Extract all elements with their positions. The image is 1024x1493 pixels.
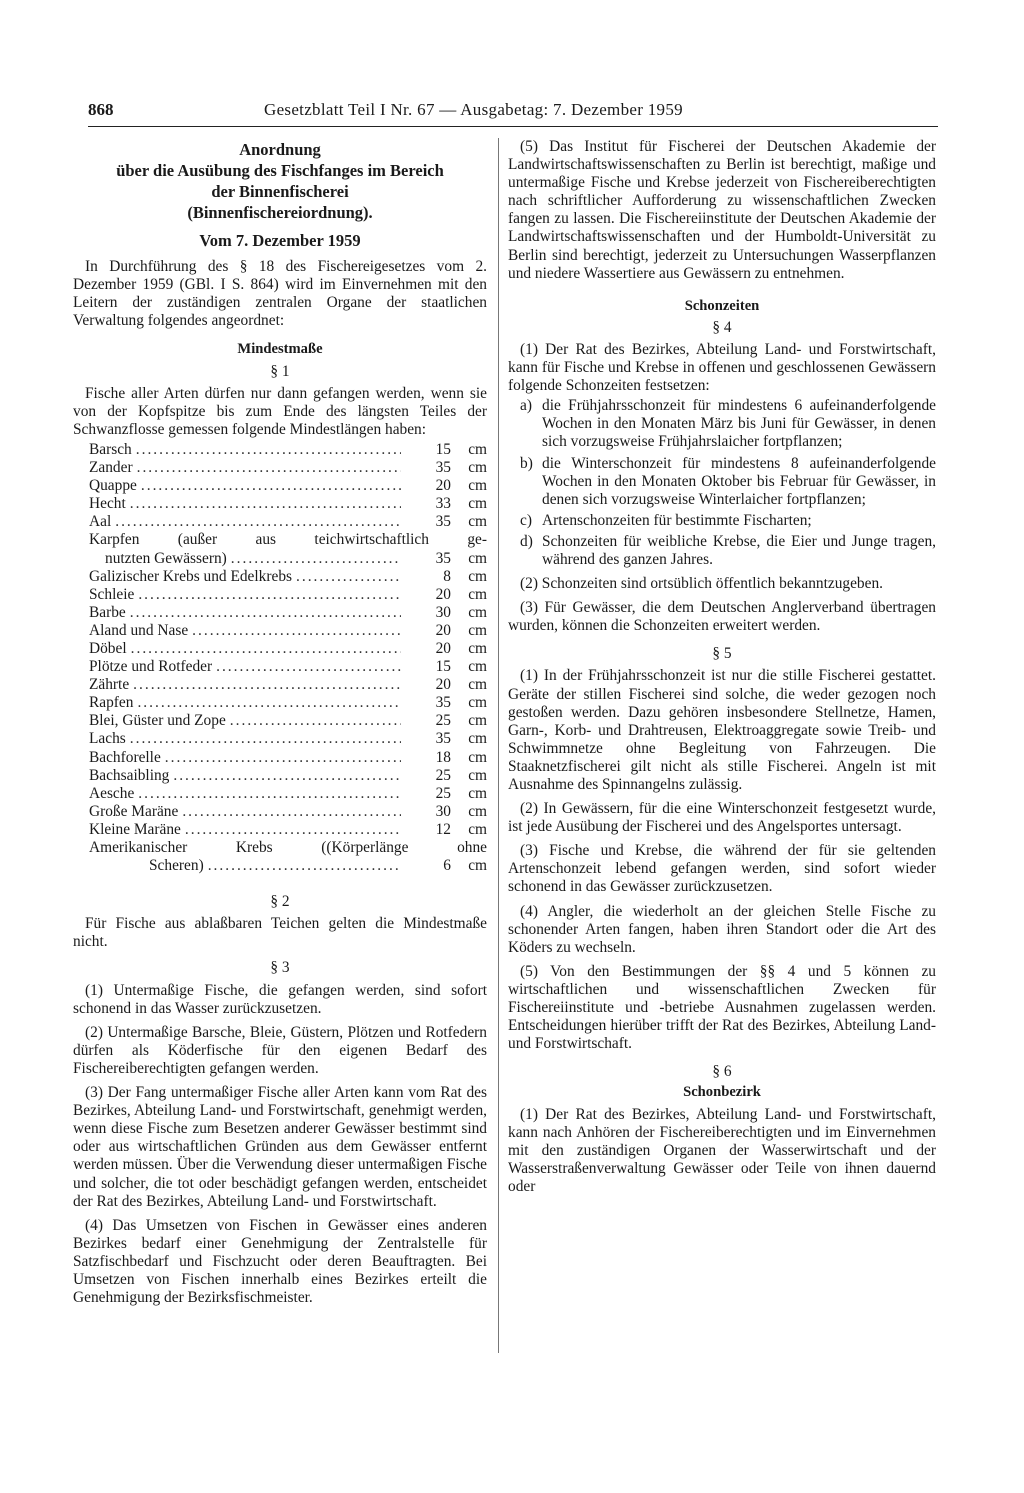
list-item: [73, 749, 487, 767]
fish-length: 8: [443, 567, 451, 585]
list-item: [73, 477, 487, 495]
heading-mindestmasse: Mindestmaße: [237, 341, 323, 358]
list-item: [73, 495, 487, 513]
fish-name-line-1: Karpfen (außer aus teichwirtschaftlich ge-: [89, 531, 487, 549]
fish-name: Rapfen: [89, 694, 134, 712]
heading-schonzeiten: Schonzeiten: [684, 297, 760, 314]
fish-length: 30: [435, 802, 451, 820]
fish-name: Aal: [89, 513, 112, 531]
list-item: [73, 604, 487, 622]
doc-title-line-1: Anordnung: [239, 140, 321, 159]
fish-length: 15: [435, 440, 451, 458]
item-label: c): [520, 511, 532, 529]
gazette-title: Gesetzblatt Teil I Nr. 67 — Ausgabetag: 7. Dezember 1959: [264, 100, 683, 119]
fish-length: 25: [435, 766, 451, 784]
fish-length: 35: [435, 549, 451, 567]
fish-name: Aesche: [89, 784, 135, 802]
fish-name-line-2: Scheren): [149, 857, 204, 875]
fish-name: Döbel: [89, 639, 127, 657]
fish-name: Plötze und Rotfeder: [89, 658, 213, 676]
item-text: die Frühjahrsschonzeit für mindestens 6 aufeinanderfolgende Wochen in den Monaten März bis Juni für Gewässer, in denen sich vorzugsweise Frühjahrslaicher fortpflanzen;: [542, 397, 936, 451]
list-item: [508, 533, 936, 569]
sec1-intro: Fische aller Arten dürfen nur dann gefangen werden, wenn sie von der Kopfspitze bis zum Ende des längsten Teiles der Schwanzflosse gemessen folgende Mindestlängen haben:: [73, 384, 487, 438]
sec4-para-3: (3) Für Gewässer, die dem Deutschen Anglerverband übertragen wurden, können die Schonzeiten erweitert werden.: [508, 599, 936, 635]
para-label-3: § 3: [270, 959, 290, 977]
fish-name: Bachforelle: [89, 748, 161, 766]
list-item: [73, 441, 487, 459]
fish-length: 25: [435, 784, 451, 802]
unit: cm: [468, 820, 487, 838]
fish-length: 15: [435, 658, 451, 676]
unit: cm: [468, 784, 487, 802]
sec5-para-2: (2) In Gewässern, für die eine Winterschonzeit festgesetzt wurde, ist jede Ausübung der Fischerei und des Angelsportes untersagt.: [508, 800, 936, 836]
fish-length: 33: [435, 495, 451, 513]
unit: cm: [468, 802, 487, 820]
list-item: [73, 730, 487, 748]
sec5-para-5: (5) Von den Bestimmungen der §§ 4 und 5 können zu wirtschaftlichen und wissenschaftlichen Zwecken für Fischereiinstitute und -betriebe Ausnahmen zugelassen werden. Entscheidungen hierüber trifft der Rat des Bezirkes, Abteilung Land- und Forstwirtschaft.: [508, 962, 936, 1053]
sec6-para-1: (1) Der Rat des Bezirkes, Abteilung Land- und Forstwirtschaft, kann nach Anhören der Fischereiberechtigten und im Einvernehmen mit den zuständigen Organen der Wasserwirtschaft und der Wasserstraßenverwaltung Gewässer oder Teile von ihnen dauernd oder: [508, 1105, 936, 1195]
sec5-para-3: (3) Fische und Krebse, die während der für sie geltenden Artenschonzeit lebend gefangen werden, sind sofort wieder schonend in das Gewässer zurückzusetzen.: [508, 842, 936, 896]
fish-name: Kleine Maräne: [89, 820, 181, 838]
para-label-6: § 6: [712, 1063, 732, 1081]
unit: cm: [468, 712, 487, 730]
fish-length: 20: [435, 585, 451, 603]
fish-name: Zander: [89, 459, 133, 477]
para-label-2: § 2: [270, 893, 290, 911]
right-column: [508, 138, 936, 1196]
left-column: [73, 138, 487, 1307]
sec4-para-1: (1) Der Rat des Bezirkes, Abteilung Land- und Forstwirtschaft, kann für Fische und Krebse in offenen und geschlossenen Gewässern folgende Schonzeiten festsetzen:: [508, 340, 936, 395]
list-item: [73, 821, 487, 839]
list-item: [508, 455, 936, 509]
fish-name-line-1: Amerikanischer Krebs ((Körperlänge ohne: [89, 839, 487, 856]
doc-date: Vom 7. Dezember 1959: [199, 231, 361, 250]
minimum-length-list: [73, 441, 487, 875]
sec3-para-1: (1) Untermaßige Fische, die gefangen werden, sind sofort schonend in das Wasser zurückzusetzen.: [73, 981, 487, 1017]
list-item: [73, 513, 487, 531]
item-label: b): [520, 454, 533, 472]
unit: cm: [468, 748, 487, 766]
fish-length: 12: [435, 820, 451, 838]
list-item: [73, 459, 487, 477]
fish-name: Große Maräne: [89, 802, 179, 820]
unit: cm: [468, 730, 487, 748]
fish-length: 6: [443, 857, 451, 875]
unit: cm: [468, 585, 487, 603]
item-text: Schonzeiten für weibliche Krebse, die Eier und Junge tragen, während des ganzen Jahres.: [542, 532, 936, 568]
fish-length: 35: [435, 694, 451, 712]
list-item: [73, 640, 487, 658]
item-label: d): [520, 532, 533, 550]
fish-name: Lachs: [89, 730, 126, 748]
unit: cm: [468, 603, 487, 621]
para-label-4: § 4: [712, 318, 732, 336]
fish-name: Blei, Güster und Zope: [89, 712, 226, 730]
sec3-para-3: (3) Der Fang untermaßiger Fische aller Arten kann vom Rat des Bezirkes, Abteilung Land- und Forstwirtschaft, genehmigt werden, wenn diese Fische zum Besetzen anderer Gewässer bestimmt sind oder aus wirtschaftlichen Gründen aus dem Gewässer entfernt werden müssen. Über die Verwendung dieser untermaßigen Fische und solcher, die tot oder beschädigt gefangen werden, entscheidet der Rat des Bezirkes, Abteilung Land- und Forstwirtschaft.: [73, 1084, 487, 1210]
fish-length: 35: [435, 730, 451, 748]
fish-name: Bachsaibling: [89, 766, 170, 784]
list-item: [73, 712, 487, 730]
column-divider: [498, 138, 499, 1353]
fish-name: Quappe: [89, 477, 137, 495]
fish-length: 18: [435, 748, 451, 766]
list-item: [73, 839, 487, 875]
item-text: die Winterschonzeit für mindestens 8 aufeinanderfolgende Wochen in den Monaten Oktober bis Februar für Gewässer, in denen sich vorzugsweise Winterlaicher fortpflanzen;: [542, 454, 936, 508]
sec3-para-5: (5) Das Institut für Fischerei der Deutschen Akademie der Landwirtschaftswissenschaften zu Berlin ist berechtigt, maßige und untermaßige Fische und Krebse jederzeit von Fischereiberechtigten nach schriftlicher Aufforderung zu wissenschaftlichen Zwecken fangen zu lassen. Die Fischereiinstitute der Deutschen Akademie der Landwirtschaftswissenschaften und der Humboldt-Universität zu Berlin sind berechtigt, jederzeit zu Untersuchungen Wasserpflanzen und niedere Wassertiere aus Gewässern zu entnehmen.: [508, 138, 936, 282]
list-item: [73, 622, 487, 640]
schonzeit-list: [508, 397, 936, 569]
para-label-1: § 1: [270, 362, 290, 380]
page-header: [88, 98, 938, 127]
unit: cm: [468, 676, 487, 694]
unit: cm: [468, 639, 487, 657]
unit: cm: [468, 567, 487, 585]
sec3-para-2: (2) Untermaßige Barsche, Bleie, Güstern, Plötzen und Rotfedern dürfen als Köderfische für den eigenen Bedarf des Fischereiberechtigten gefangen werden.: [73, 1023, 487, 1077]
doc-title-line-4: (Binnenfischereiordnung).: [187, 203, 373, 222]
list-item: [73, 658, 487, 676]
list-item: [508, 512, 936, 530]
list-item: [508, 397, 936, 451]
fish-length: 25: [435, 712, 451, 730]
sec4-para-2: (2) Schonzeiten sind ortsüblich öffentlich bekanntzugeben.: [520, 575, 884, 593]
page-number: 868: [88, 100, 114, 119]
fish-length: 20: [435, 639, 451, 657]
unit: cm: [468, 477, 487, 495]
list-item: [73, 785, 487, 803]
item-label: a): [520, 397, 532, 415]
unit: cm: [468, 694, 487, 712]
fish-length: 30: [435, 603, 451, 621]
fish-length: 35: [435, 513, 451, 531]
sec2-text: Für Fische aus ablaßbaren Teichen gelten die Mindestmaße nicht.: [73, 915, 487, 951]
fish-name: Barsch: [89, 440, 132, 458]
para-label-5: § 5: [712, 645, 732, 663]
sec3-para-4: (4) Das Umsetzen von Fischen in Gewässer eines anderen Bezirkes bedarf einer Genehmigung der Zentralstelle für Satzfischbedarf und Fischzucht oder deren Beauftragten. Bei Umsetzen von Fischen innerhalb eines Bezirkes erteilt die Genehmigung der Bezirksfischmeister.: [73, 1216, 487, 1307]
heading-schonbezirk: Schonbezirk: [683, 1084, 761, 1101]
unit: cm: [468, 440, 487, 458]
fish-length: 20: [435, 676, 451, 694]
list-item: [73, 568, 487, 586]
unit: cm: [468, 549, 487, 567]
sec5-para-1: (1) In der Frühjahrsschonzeit ist nur die stille Fischerei gestattet. Geräte der stillen Fischerei sind solche, die weder gezogen noch gestoßen werden. Dazu gehören insbesondere Stellnetze, Hamen, Garn-, Korb- und Drahtreusen, Elektroaggregate sowie Treib- und Schwimmnetze ohne Begleitung von Fahrzeugen. Die Staaknetzfischerei gilt nicht als stille Fischerei. Angeln ist mit Ausnahme des Spinnangelns zulässig.: [508, 667, 936, 793]
list-item: [73, 586, 487, 604]
list-item: [73, 531, 487, 567]
fish-name: Barbe: [89, 603, 126, 621]
fish-name: Hecht: [89, 495, 126, 513]
fish-name: Schleie: [89, 585, 135, 603]
list-item: [73, 676, 487, 694]
fish-length: 35: [435, 459, 451, 477]
unit: cm: [468, 766, 487, 784]
fish-name: Aland und Nase: [89, 621, 189, 639]
doc-title-line-2: über die Ausübung des Fischfanges im Bereich: [116, 161, 444, 180]
list-item: [73, 803, 487, 821]
fish-name-line-2: nutzten Gewässern): [105, 549, 227, 567]
fish-name: Galizischer Krebs und Edelkrebs: [89, 567, 293, 585]
list-item: [73, 694, 487, 712]
unit: cm: [468, 513, 487, 531]
unit: cm: [468, 495, 487, 513]
fish-length: 20: [435, 621, 451, 639]
doc-title-line-3: der Binnenfischerei: [211, 182, 349, 201]
list-item: [73, 767, 487, 785]
unit: cm: [468, 658, 487, 676]
preamble: In Durchführung des § 18 des Fischereigesetzes vom 2. Dezember 1959 (GBl. I S. 864) wird im Einvernehmen mit den Leitern der zuständigen zentralen Organe der staatlichen Verwaltung folgendes angeordnet:: [73, 258, 487, 330]
unit: cm: [468, 857, 487, 875]
fish-name: Zährte: [89, 676, 130, 694]
sec5-para-4: (4) Angler, die wiederholt an der gleichen Stelle Fische zu schonender Arten fangen, haben ihren Standort oder die Art des Köders zu wechseln.: [508, 902, 936, 956]
fish-length: 20: [435, 477, 451, 495]
unit: cm: [468, 621, 487, 639]
item-text: Artenschonzeiten für bestimmte Fischarten;: [542, 511, 812, 529]
unit: cm: [468, 459, 487, 477]
